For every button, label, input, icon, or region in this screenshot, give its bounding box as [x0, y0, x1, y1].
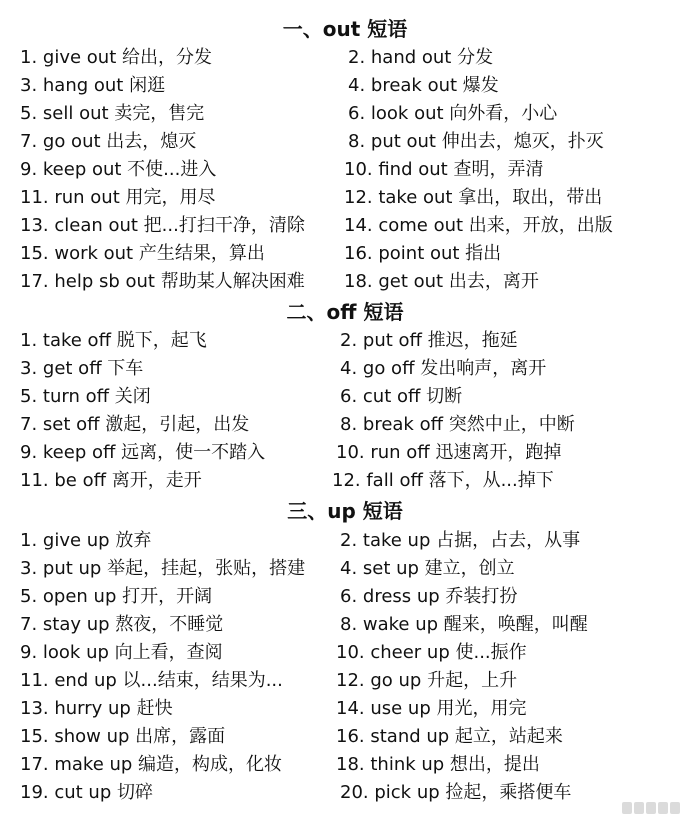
phrase-left: 11. end up 以...结束，结果为...	[20, 670, 283, 691]
phrase-right: 12. go up 升起，上升	[336, 670, 518, 691]
phrase-right: 18. get out 出去，离开	[344, 271, 539, 292]
phrase-right: 10. run off 迅速离开，跑掉	[336, 442, 562, 463]
phrase-right: 12. fall off 落下，从...掉下	[332, 470, 554, 491]
phrase-left: 7. stay up 熬夜，不睡觉	[20, 614, 224, 635]
list-item	[0, 779, 690, 807]
list-item	[0, 667, 690, 695]
phrase-right: 4. break out 爆发	[348, 75, 499, 96]
phrase-left: 11. be off 离开，走开	[20, 470, 202, 491]
phrase-left: 1. take off 脱下，起飞	[20, 330, 207, 351]
list-item	[0, 128, 690, 156]
phrase-right: 16. point out 指出	[344, 243, 502, 264]
list-item	[0, 383, 690, 411]
watermark-glyph	[670, 802, 680, 814]
phrase-right: 12. take out 拿出，取出，带出	[344, 187, 603, 208]
phrase-right: 8. wake up 醒来，唤醒，叫醒	[340, 614, 588, 635]
phrase-right: 16. stand up 起立，站起来	[336, 726, 563, 747]
section-title-up: 三、up 短语	[287, 499, 403, 523]
list-item	[0, 723, 690, 751]
list-item	[0, 156, 690, 184]
list-item	[0, 583, 690, 611]
list-item	[0, 184, 690, 212]
list-item	[0, 44, 690, 72]
list-item	[0, 240, 690, 268]
phrase-right: 20. pick up 捡起，乘搭便车	[340, 782, 572, 803]
phrase-left: 5. sell out 卖完，售完	[20, 103, 205, 124]
phrase-left: 13. hurry up 赶快	[20, 698, 173, 719]
phrase-left: 5. turn off 关闭	[20, 386, 151, 407]
phrase-left: 15. show up 出席，露面	[20, 726, 226, 747]
phrase-right: 8. put out 伸出去，熄灭，扑灭	[348, 131, 604, 152]
list-item	[0, 72, 690, 100]
phrase-left: 9. look up 向上看，查阅	[20, 642, 223, 663]
phrase-right: 10. cheer up 使...振作	[336, 642, 527, 663]
phrase-right: 6. dress up 乔装打扮	[340, 586, 518, 607]
phrase-right: 14. use up 用光，用完	[336, 698, 527, 719]
phrase-right: 4. set up 建立，创立	[340, 558, 515, 579]
list-item	[0, 268, 690, 296]
phrase-right: 2. hand out 分发	[348, 47, 494, 68]
section-title-out: 一、out 短语	[282, 17, 408, 41]
watermark-logo	[622, 802, 680, 814]
phrase-left: 7. go out 出去，熄灭	[20, 131, 197, 152]
list-item	[0, 411, 690, 439]
list-item	[0, 327, 690, 355]
phrase-left: 3. hang out 闲逛	[20, 75, 166, 96]
phrase-left: 11. run out 用完，用尽	[20, 187, 216, 208]
phrase-right: 6. look out 向外看，小心	[348, 103, 558, 124]
phrase-left: 13. clean out 把...打扫干净，清除	[20, 215, 305, 236]
phrase-right: 8. break off 突然中止，中断	[340, 414, 575, 435]
phrase-left: 17. help sb out 帮助某人解决困难	[20, 271, 305, 292]
phrase-right: 6. cut off 切断	[340, 386, 463, 407]
phrase-left: 5. open up 打开，开阔	[20, 586, 213, 607]
phrase-left: 1. give up 放弃	[20, 530, 152, 551]
section-title-off: 二、off 短语	[286, 300, 404, 324]
list-item	[0, 751, 690, 779]
phrase-left: 7. set off 激起，引起，出发	[20, 414, 250, 435]
list-item	[0, 611, 690, 639]
phrase-right: 2. put off 推迟，拖延	[340, 330, 518, 351]
phrase-left: 17. make up 编造，构成，化妆	[20, 754, 283, 775]
list-item	[0, 639, 690, 667]
phrase-left: 15. work out 产生结果，算出	[20, 243, 265, 264]
phrase-right: 4. go off 发出响声，离开	[340, 358, 547, 379]
list-item	[0, 212, 690, 240]
phrase-left: 19. cut up 切碎	[20, 782, 153, 803]
list-item	[0, 555, 690, 583]
watermark-glyph	[658, 802, 668, 814]
phrase-left: 9. keep off 远离，使一不踏入	[20, 442, 266, 463]
phrase-left: 9. keep out 不使...进入	[20, 159, 217, 180]
list-item	[0, 439, 690, 467]
list-item	[0, 695, 690, 723]
phrase-right: 18. think up 想出，提出	[336, 754, 540, 775]
phrase-left: 3. put up 举起，挂起，张贴，搭建	[20, 558, 306, 579]
watermark-glyph	[646, 802, 656, 814]
list-item	[0, 467, 690, 495]
phrase-left: 3. get off 下车	[20, 358, 144, 379]
phrase-right: 14. come out 出来，开放，出版	[344, 215, 613, 236]
list-item	[0, 100, 690, 128]
watermark-glyph	[634, 802, 644, 814]
phrase-right: 10. find out 查明，弄清	[344, 159, 544, 180]
phrase-right: 2. take up 占据，占去，从事	[340, 530, 581, 551]
list-item	[0, 355, 690, 383]
phrase-left: 1. give out 给出，分发	[20, 47, 212, 68]
watermark-glyph	[622, 802, 632, 814]
list-item	[0, 527, 690, 555]
